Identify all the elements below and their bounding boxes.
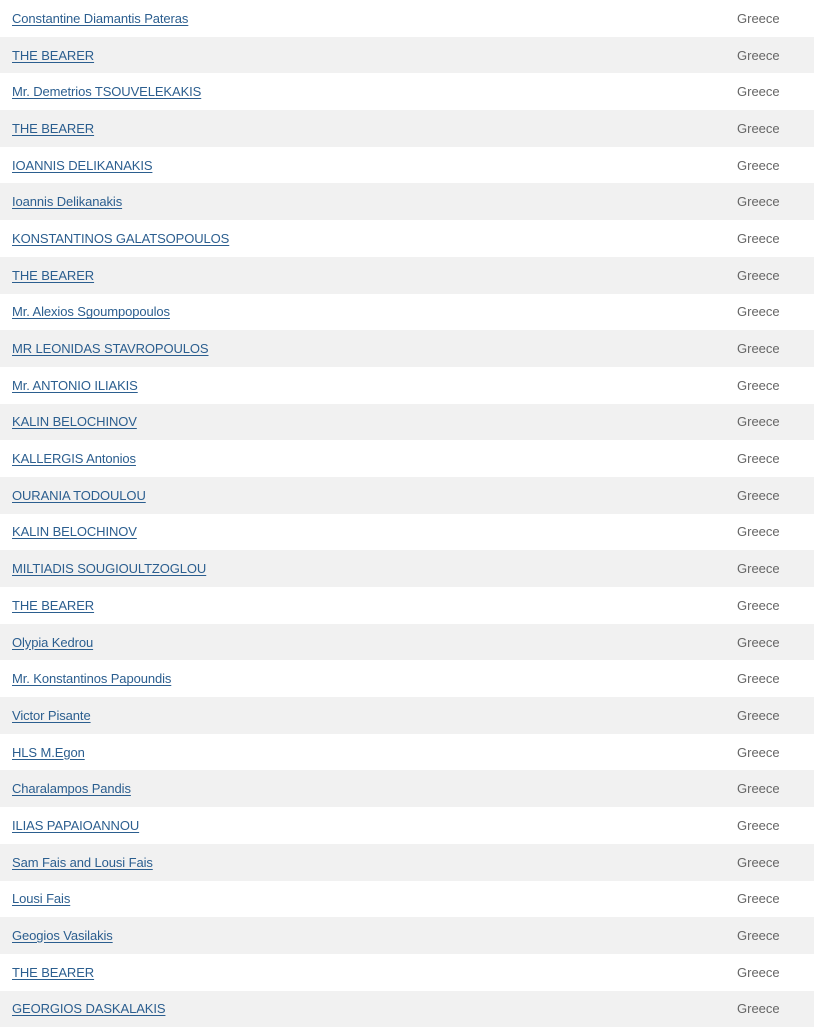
table-row xyxy=(0,73,814,110)
country-cell: Greece xyxy=(737,561,780,577)
country-cell: Greece xyxy=(737,928,780,944)
table-row xyxy=(0,954,814,991)
entity-name-link[interactable]: Ioannis Delikanakis xyxy=(12,194,123,210)
entity-name-link[interactable]: THE BEARER xyxy=(12,47,95,63)
table-row xyxy=(0,147,814,184)
country-cell: Greece xyxy=(737,267,780,283)
entity-name-link[interactable]: Constantine Diamantis Pateras xyxy=(12,10,189,26)
country-cell: Greece xyxy=(737,634,780,650)
table-row xyxy=(0,844,814,881)
table-row xyxy=(0,183,814,220)
entity-name-link[interactable]: THE BEARER xyxy=(12,964,95,980)
country-cell: Greece xyxy=(737,304,780,320)
country-cell: Greece xyxy=(737,341,780,357)
country-cell: Greece xyxy=(737,194,780,210)
entity-name-link[interactable]: Lousi Fais xyxy=(12,891,71,907)
table-row xyxy=(0,991,814,1027)
country-cell: Greece xyxy=(737,451,780,467)
table-row xyxy=(0,367,814,404)
entity-name-link[interactable]: THE BEARER xyxy=(12,597,95,613)
table-row xyxy=(0,770,814,807)
country-cell: Greece xyxy=(737,157,780,173)
table-row xyxy=(0,0,814,37)
entity-name-link[interactable]: HLS M.Egon xyxy=(12,744,85,760)
table-row xyxy=(0,550,814,587)
table-row xyxy=(0,514,814,551)
entity-name-link[interactable]: MILTIADIS SOUGIOULTZOGLOU xyxy=(12,561,207,577)
country-cell: Greece xyxy=(737,414,780,430)
table-row xyxy=(0,440,814,477)
entity-name-link[interactable]: IOANNIS DELIKANAKIS xyxy=(12,157,153,173)
country-cell: Greece xyxy=(737,84,780,100)
country-cell: Greece xyxy=(737,671,780,687)
entity-name-link[interactable]: Sam Fais and Lousi Fais xyxy=(12,854,153,870)
entity-name-link[interactable]: Charalampos Pandis xyxy=(12,781,131,797)
entity-name-link[interactable]: ILIAS PAPAIOANNOU xyxy=(12,817,140,833)
country-cell: Greece xyxy=(737,891,780,907)
entity-name-link[interactable]: GEORGIOS DASKALAKIS xyxy=(12,1001,166,1017)
entity-name-link[interactable]: Mr. Konstantinos Papoundis xyxy=(12,671,172,687)
country-cell: Greece xyxy=(737,964,780,980)
entity-name-link[interactable]: THE BEARER xyxy=(12,267,95,283)
country-cell: Greece xyxy=(737,707,780,723)
table-row xyxy=(0,807,814,844)
country-cell: Greece xyxy=(737,10,780,26)
entity-name-link[interactable]: OURANIA TODOULOU xyxy=(12,487,146,503)
country-cell: Greece xyxy=(737,487,780,503)
country-cell: Greece xyxy=(737,817,780,833)
entity-name-link[interactable]: MR LEONIDAS STAVROPOULOS xyxy=(12,341,209,357)
country-cell: Greece xyxy=(737,377,780,393)
table-row xyxy=(0,477,814,514)
country-cell: Greece xyxy=(737,47,780,63)
country-cell: Greece xyxy=(737,597,780,613)
table-row xyxy=(0,220,814,257)
country-cell: Greece xyxy=(737,854,780,870)
table-row xyxy=(0,734,814,771)
entity-name-link[interactable]: THE BEARER xyxy=(12,120,95,136)
country-cell: Greece xyxy=(737,230,780,246)
table-row xyxy=(0,37,814,74)
table-row xyxy=(0,404,814,441)
table-row xyxy=(0,624,814,661)
table-row xyxy=(0,257,814,294)
country-cell: Greece xyxy=(737,524,780,540)
entity-name-link[interactable]: KALIN BELOCHINOV xyxy=(12,524,137,540)
entity-name-link[interactable]: KALLERGIS Antonios xyxy=(12,451,136,467)
entity-name-link[interactable]: Mr. Alexios Sgoumpopoulos xyxy=(12,304,170,320)
table-row xyxy=(0,881,814,918)
table-row xyxy=(0,330,814,367)
table-row xyxy=(0,587,814,624)
entity-name-link[interactable]: Victor Pisante xyxy=(12,707,91,723)
table-row xyxy=(0,697,814,734)
table-row xyxy=(0,660,814,697)
table-row xyxy=(0,110,814,147)
table-row xyxy=(0,917,814,954)
entity-name-link[interactable]: KALIN BELOCHINOV xyxy=(12,414,137,430)
country-cell: Greece xyxy=(737,781,780,797)
entity-name-link[interactable]: Olypia Kedrou xyxy=(12,634,94,650)
entity-name-link[interactable]: Mr. Demetrios TSOUVELEKAKIS xyxy=(12,84,202,100)
entity-name-link[interactable]: KONSTANTINOS GALATSOPOULOS xyxy=(12,230,230,246)
entity-name-link[interactable]: Mr. ANTONIO ILIAKIS xyxy=(12,377,138,393)
country-cell: Greece xyxy=(737,120,780,136)
table-row xyxy=(0,294,814,331)
country-cell: Greece xyxy=(737,744,780,760)
country-cell: Greece xyxy=(737,1001,780,1017)
entity-name-link[interactable]: Geogios Vasilakis xyxy=(12,928,113,944)
